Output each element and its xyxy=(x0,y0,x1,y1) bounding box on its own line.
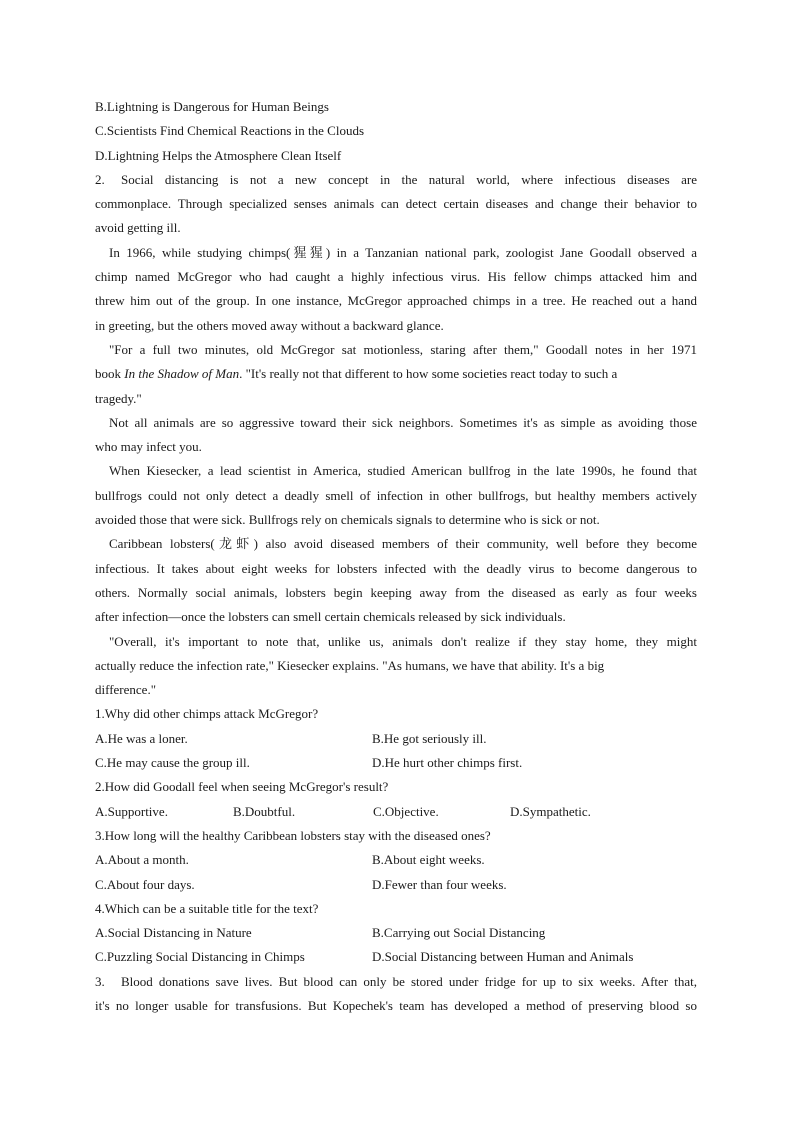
option-a[interactable]: A.Social Distancing in Nature xyxy=(95,925,252,941)
question-text: 4.Which can be a suitable title for the text? xyxy=(95,900,319,916)
options-row xyxy=(95,873,697,897)
question-4 xyxy=(95,897,697,970)
options-row xyxy=(95,727,697,751)
option-d[interactable]: D.Sympathetic. xyxy=(510,803,591,819)
option-d: D.Lightning Helps the Atmosphere Clean Itself xyxy=(95,147,342,163)
option-d[interactable]: D.He hurt other chimps first. xyxy=(372,755,523,771)
passage-2-paragraph-2-line-4: in greeting, but the others moved away without a backward glance. xyxy=(95,317,444,333)
option-a[interactable]: A.Supportive. xyxy=(95,803,168,819)
passage-2-paragraph-7-line-2: actually reduce the infection rate," Kiesecker explains. "As humans, we have that ability. It's a big xyxy=(95,657,605,673)
question-1 xyxy=(95,702,697,775)
option-d[interactable]: D.Social Distancing between Human and Animals xyxy=(372,949,634,965)
option-c[interactable]: C.Objective. xyxy=(373,803,439,819)
option-b[interactable]: B.Carrying out Social Distancing xyxy=(372,925,546,941)
document-content xyxy=(95,95,697,1018)
passage-2-paragraph-6-line-4: after infection—once the lobsters can smell certain chemicals released by sick individuals. xyxy=(95,609,566,625)
option-d[interactable]: D.Fewer than four weeks. xyxy=(372,876,507,892)
option-b: B.Lightning is Dangerous for Human Beings xyxy=(95,99,329,114)
option-a[interactable]: A.He was a loner. xyxy=(95,730,188,746)
passage-2-paragraph-1-line-1: 2. Social distancing is not a new concept in the natural world, where infectious diseases are xyxy=(95,168,697,192)
passage-2-paragraph-5-line-1: When Kiesecker, a lead scientist in America, studied American bullfrog in the late 1990s, he found that xyxy=(109,463,697,479)
question-3 xyxy=(95,824,697,897)
passage-2-paragraph-4-line-1: Not all animals are so aggressive toward their sick neighbors. Sometimes it's as simple as avoiding those xyxy=(109,414,697,430)
option-c: C.Scientists Find Chemical Reactions in the Clouds xyxy=(95,123,365,139)
options-row xyxy=(95,945,697,969)
passage-2-paragraph-7-line-1: "Overall, it's important to note that, unlike us, animals don't realize if they stay home, they might xyxy=(109,633,697,649)
passage-number: 2. xyxy=(95,171,105,187)
option-c[interactable]: C.He may cause the group ill. xyxy=(95,755,250,771)
passage-2-paragraph-2-line-1: In 1966, while studying chimps(猩猩) in a Tanzanian national park, zoologist Jane Goodall observed a xyxy=(109,244,697,260)
passage-2-paragraph-2-line-2: chimp named McGregor who had caught a highly infectious virus. His fellow chimps attacked him and xyxy=(95,269,697,285)
question-text: 1.Why did other chimps attack McGregor? xyxy=(95,706,319,722)
passage-2-paragraph-4-line-2: who may infect you. xyxy=(95,439,202,455)
option-b[interactable]: B.He got seriously ill. xyxy=(372,730,487,746)
passage-2-paragraph-6-line-2: infectious. It takes about eight weeks for lobsters infected with the deadly virus to become dangerous to xyxy=(95,560,697,576)
previous-question-options xyxy=(95,95,697,168)
passage-2-paragraph-1-line-3: avoid getting ill. xyxy=(95,220,181,236)
passage-2-paragraph-1-line-2: commonplace. Through specialized senses animals can detect certain diseases and change their behavior to xyxy=(95,196,697,212)
option-b[interactable]: B.About eight weeks. xyxy=(372,852,485,868)
passage-2-paragraph-5-line-3: avoided those that were sick. Bullfrogs rely on chemicals signals to determine who is sick or not. xyxy=(95,512,600,528)
options-row xyxy=(95,921,697,945)
passage-2-paragraph-5-line-2: bullfrogs could not only detect a deadly smell of infection in other bullfrogs, but healthy members actively xyxy=(95,487,697,503)
passage-2-paragraph-3-line-1: "For a full two minutes, old McGregor sat motionless, staring after them," Goodall notes in her 1971 xyxy=(109,341,697,357)
passage-2-paragraph-2-line-3: threw him out of the group. In one instance, McGregor approached chimps in a tree. He reached out a hand xyxy=(95,293,697,309)
passage-2-paragraph-3-line-2: book In the Shadow of Man. "It's really not that different to how some societies react today to such a xyxy=(95,366,618,382)
question-2 xyxy=(95,775,697,824)
passage-2-paragraph-7-line-3: difference." xyxy=(95,682,157,698)
option-a[interactable]: A.About a month. xyxy=(95,852,189,868)
passage-2-paragraph-6-line-3: others. Normally social animals, lobsters begin keeping away from the diseased as early as four weeks xyxy=(95,584,697,600)
options-row xyxy=(95,751,697,775)
book-title: In the Shadow of Man xyxy=(124,366,240,382)
question-text: 3.How long will the healthy Caribbean lobsters stay with the diseased ones? xyxy=(95,827,491,843)
option-c[interactable]: C.Puzzling Social Distancing in Chimps xyxy=(95,949,305,965)
passage-3-line-2: it's no longer usable for transfusions. But Kopechek's team has developed a method of preserving blood so xyxy=(95,997,697,1013)
passage-2-paragraph-6-line-1: Caribbean lobsters(龙虾) also avoid diseased members of their community, well before they become xyxy=(109,536,697,552)
passage-3-line-1: 3. Blood donations save lives. But blood can only be stored under fridge for up to six weeks. After that, xyxy=(95,970,697,994)
options-row xyxy=(95,848,697,872)
passage-number: 3. xyxy=(95,973,105,989)
options-row xyxy=(95,800,697,824)
questions xyxy=(95,702,697,969)
passage-2 xyxy=(95,168,697,703)
option-c[interactable]: C.About four days. xyxy=(95,876,195,892)
passage-2-paragraph-3-line-3: tragedy." xyxy=(95,390,142,406)
option-b[interactable]: B.Doubtful. xyxy=(233,803,296,819)
question-text: 2.How did Goodall feel when seeing McGregor's result? xyxy=(95,779,389,795)
passage-3 xyxy=(95,970,697,1019)
